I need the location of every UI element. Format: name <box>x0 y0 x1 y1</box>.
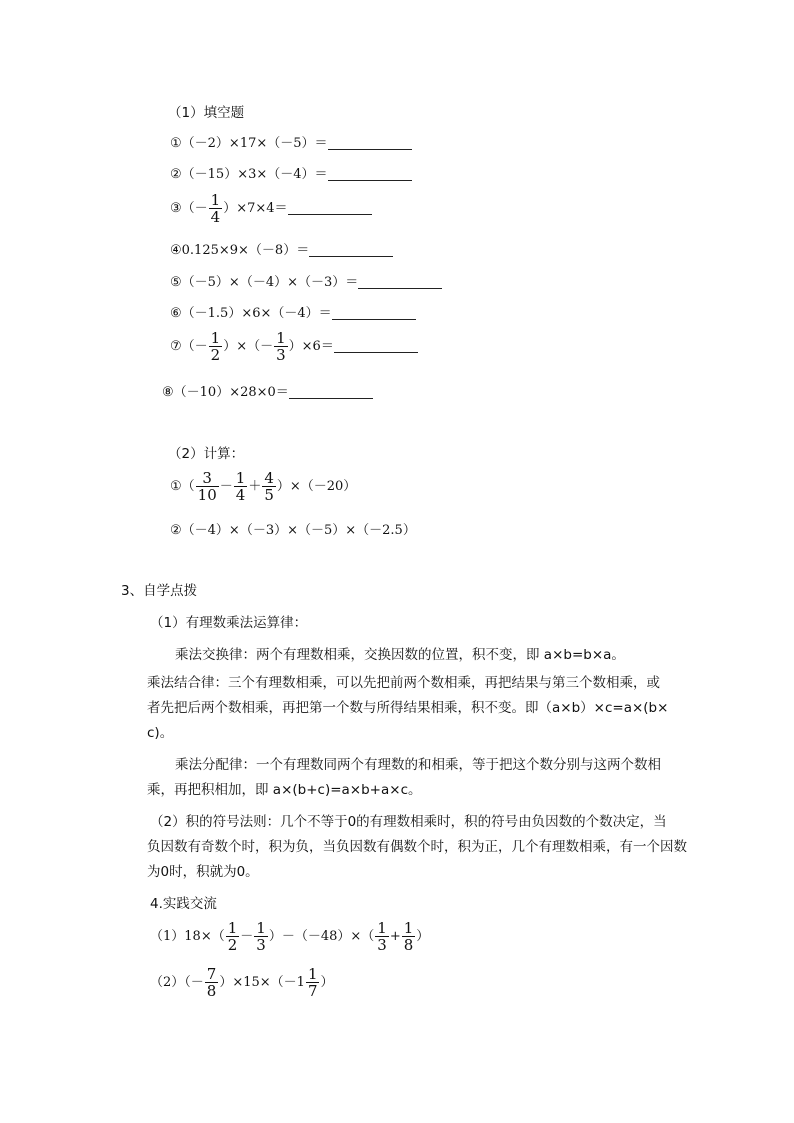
fill-item-1 <box>170 137 412 150</box>
denominator: 3 <box>276 346 286 364</box>
section-3-title: 3、自学点拨 <box>121 583 198 599</box>
fill-item-3 <box>170 192 372 225</box>
answer-blank[interactable] <box>328 168 412 181</box>
practice-item-1 <box>150 920 429 953</box>
denominator: 2 <box>227 936 238 954</box>
answer-blank[interactable] <box>334 340 418 353</box>
practice-text: ） <box>320 975 334 990</box>
numerator: 1 <box>403 919 414 937</box>
denominator: 5 <box>264 486 274 504</box>
law-distributive-line-2: 乘，再把积相加，即 a×(b+c)=a×b+a×c。 <box>147 782 422 798</box>
practice-item-2 <box>150 966 334 999</box>
fill-item-text: ⑧（－10）×28×0＝ <box>162 385 289 400</box>
fill-item-text: ④0.125×9×（－8）＝ <box>170 243 310 258</box>
fraction <box>375 920 389 953</box>
numerator: 3 <box>202 469 212 487</box>
laws-title: （1）有理数乘法运算律： <box>150 615 308 631</box>
calc-item-2: ②（－4）×（－3）×（－5）×（－2.5） <box>170 523 416 538</box>
answer-blank[interactable] <box>358 276 442 289</box>
answer-blank[interactable] <box>309 244 393 257</box>
fill-item-text: ①（－2）×17×（－5）＝ <box>170 136 328 151</box>
fill-section-title: （1）填空题 <box>168 105 245 121</box>
numerator: 1 <box>210 329 221 347</box>
denominator: 8 <box>403 936 414 954</box>
operator: － <box>240 929 254 944</box>
fill-item-text: ②（－15）×3×（－4）＝ <box>170 167 328 182</box>
numerator: 1 <box>377 919 387 937</box>
fill-item-text: ⑥（－1.5）×6×（－4）＝ <box>170 306 332 321</box>
numerator: 7 <box>206 965 217 983</box>
fill-item-text: ③（－ <box>170 201 208 216</box>
fraction <box>196 470 219 503</box>
sign-rule-line-2: 负因数有奇数个时，积为负，当负因数有偶数个时，积为正，几个有理数相乘，有一个因数 <box>147 839 687 855</box>
fill-item-7 <box>170 330 418 363</box>
calc-item-1 <box>170 470 356 503</box>
numerator: 1 <box>235 469 246 487</box>
numerator: 1 <box>256 919 266 937</box>
fill-item-text: ）×6＝ <box>288 339 334 354</box>
law-associative-line-2: 者先把后两个数相乘，再把第一个数与所得结果相乘，积不变。即（a×b）×c=a×(b× <box>147 700 669 716</box>
denominator: 4 <box>210 208 221 226</box>
section-4-title: 4.实践交流 <box>150 896 217 912</box>
numerator: 1 <box>210 191 221 209</box>
fill-item-5 <box>170 276 442 289</box>
fraction <box>226 920 240 953</box>
denominator: 3 <box>256 936 266 954</box>
fill-item-text: ⑤（－5）×（－4）×（－3）＝ <box>170 275 359 290</box>
calc-section-title: （2）计算： <box>168 446 245 462</box>
fill-item-4 <box>170 244 393 257</box>
denominator: 7 <box>307 982 318 1000</box>
answer-blank[interactable] <box>289 386 373 399</box>
sign-rule-line-1: （2）积的符号法则：几个不等于0的有理数相乘时，积的符号由负因数的个数决定，当 <box>150 814 667 830</box>
law-associative-line-1: 乘法结合律：三个有理数相乘，可以先把前两个数相乘，再把结果与第三个数相乘，或 <box>147 675 660 691</box>
fill-item-6 <box>170 307 416 320</box>
fraction <box>205 966 219 999</box>
fraction <box>306 966 320 999</box>
calc-text: ）×（－20） <box>276 479 357 494</box>
denominator: 8 <box>206 982 217 1000</box>
answer-blank[interactable] <box>328 137 412 150</box>
answer-blank[interactable] <box>288 202 372 215</box>
practice-text: （2）（－ <box>150 975 204 990</box>
fill-item-2 <box>170 168 412 181</box>
denominator: 2 <box>210 346 221 364</box>
numerator: 1 <box>276 329 286 347</box>
denominator: 3 <box>377 936 387 954</box>
operator: － <box>219 479 233 494</box>
operator: ＋ <box>248 479 262 494</box>
practice-text: （1）18×（ <box>150 929 225 944</box>
numerator: 4 <box>264 469 274 487</box>
law-commutative: 乘法交换律：两个有理数相乘，交换因数的位置，积不变，即 a×b=b×a。 <box>175 647 625 663</box>
fraction <box>209 330 223 363</box>
numerator: 1 <box>227 919 238 937</box>
fraction <box>262 470 276 503</box>
practice-text: ）－（－48）×（ <box>268 929 375 944</box>
numerator: 1 <box>307 965 318 983</box>
fill-item-text: ）×7×4＝ <box>223 201 288 216</box>
answer-blank[interactable] <box>332 307 416 320</box>
fill-item-8 <box>162 386 373 399</box>
law-distributive-line-1: 乘法分配律：一个有理数同两个有理数的和相乘，等于把这个数分别与这两个数相 <box>175 757 661 773</box>
practice-text: ）×15×（－1 <box>219 975 305 990</box>
fraction <box>209 192 223 225</box>
practice-text: ） <box>416 929 430 944</box>
law-associative-line-3: c)。 <box>147 725 174 741</box>
fill-item-text: ⑦（－ <box>170 339 208 354</box>
fraction <box>234 470 248 503</box>
calc-text: ①（ <box>170 479 195 494</box>
operator: + <box>389 929 401 944</box>
sign-rule-line-3: 为0时，积就为0。 <box>147 864 259 880</box>
fraction <box>274 330 288 363</box>
fill-item-text: ）×（－ <box>223 339 274 354</box>
denominator: 10 <box>197 486 217 504</box>
fraction <box>402 920 416 953</box>
denominator: 4 <box>235 486 246 504</box>
fraction <box>254 920 268 953</box>
